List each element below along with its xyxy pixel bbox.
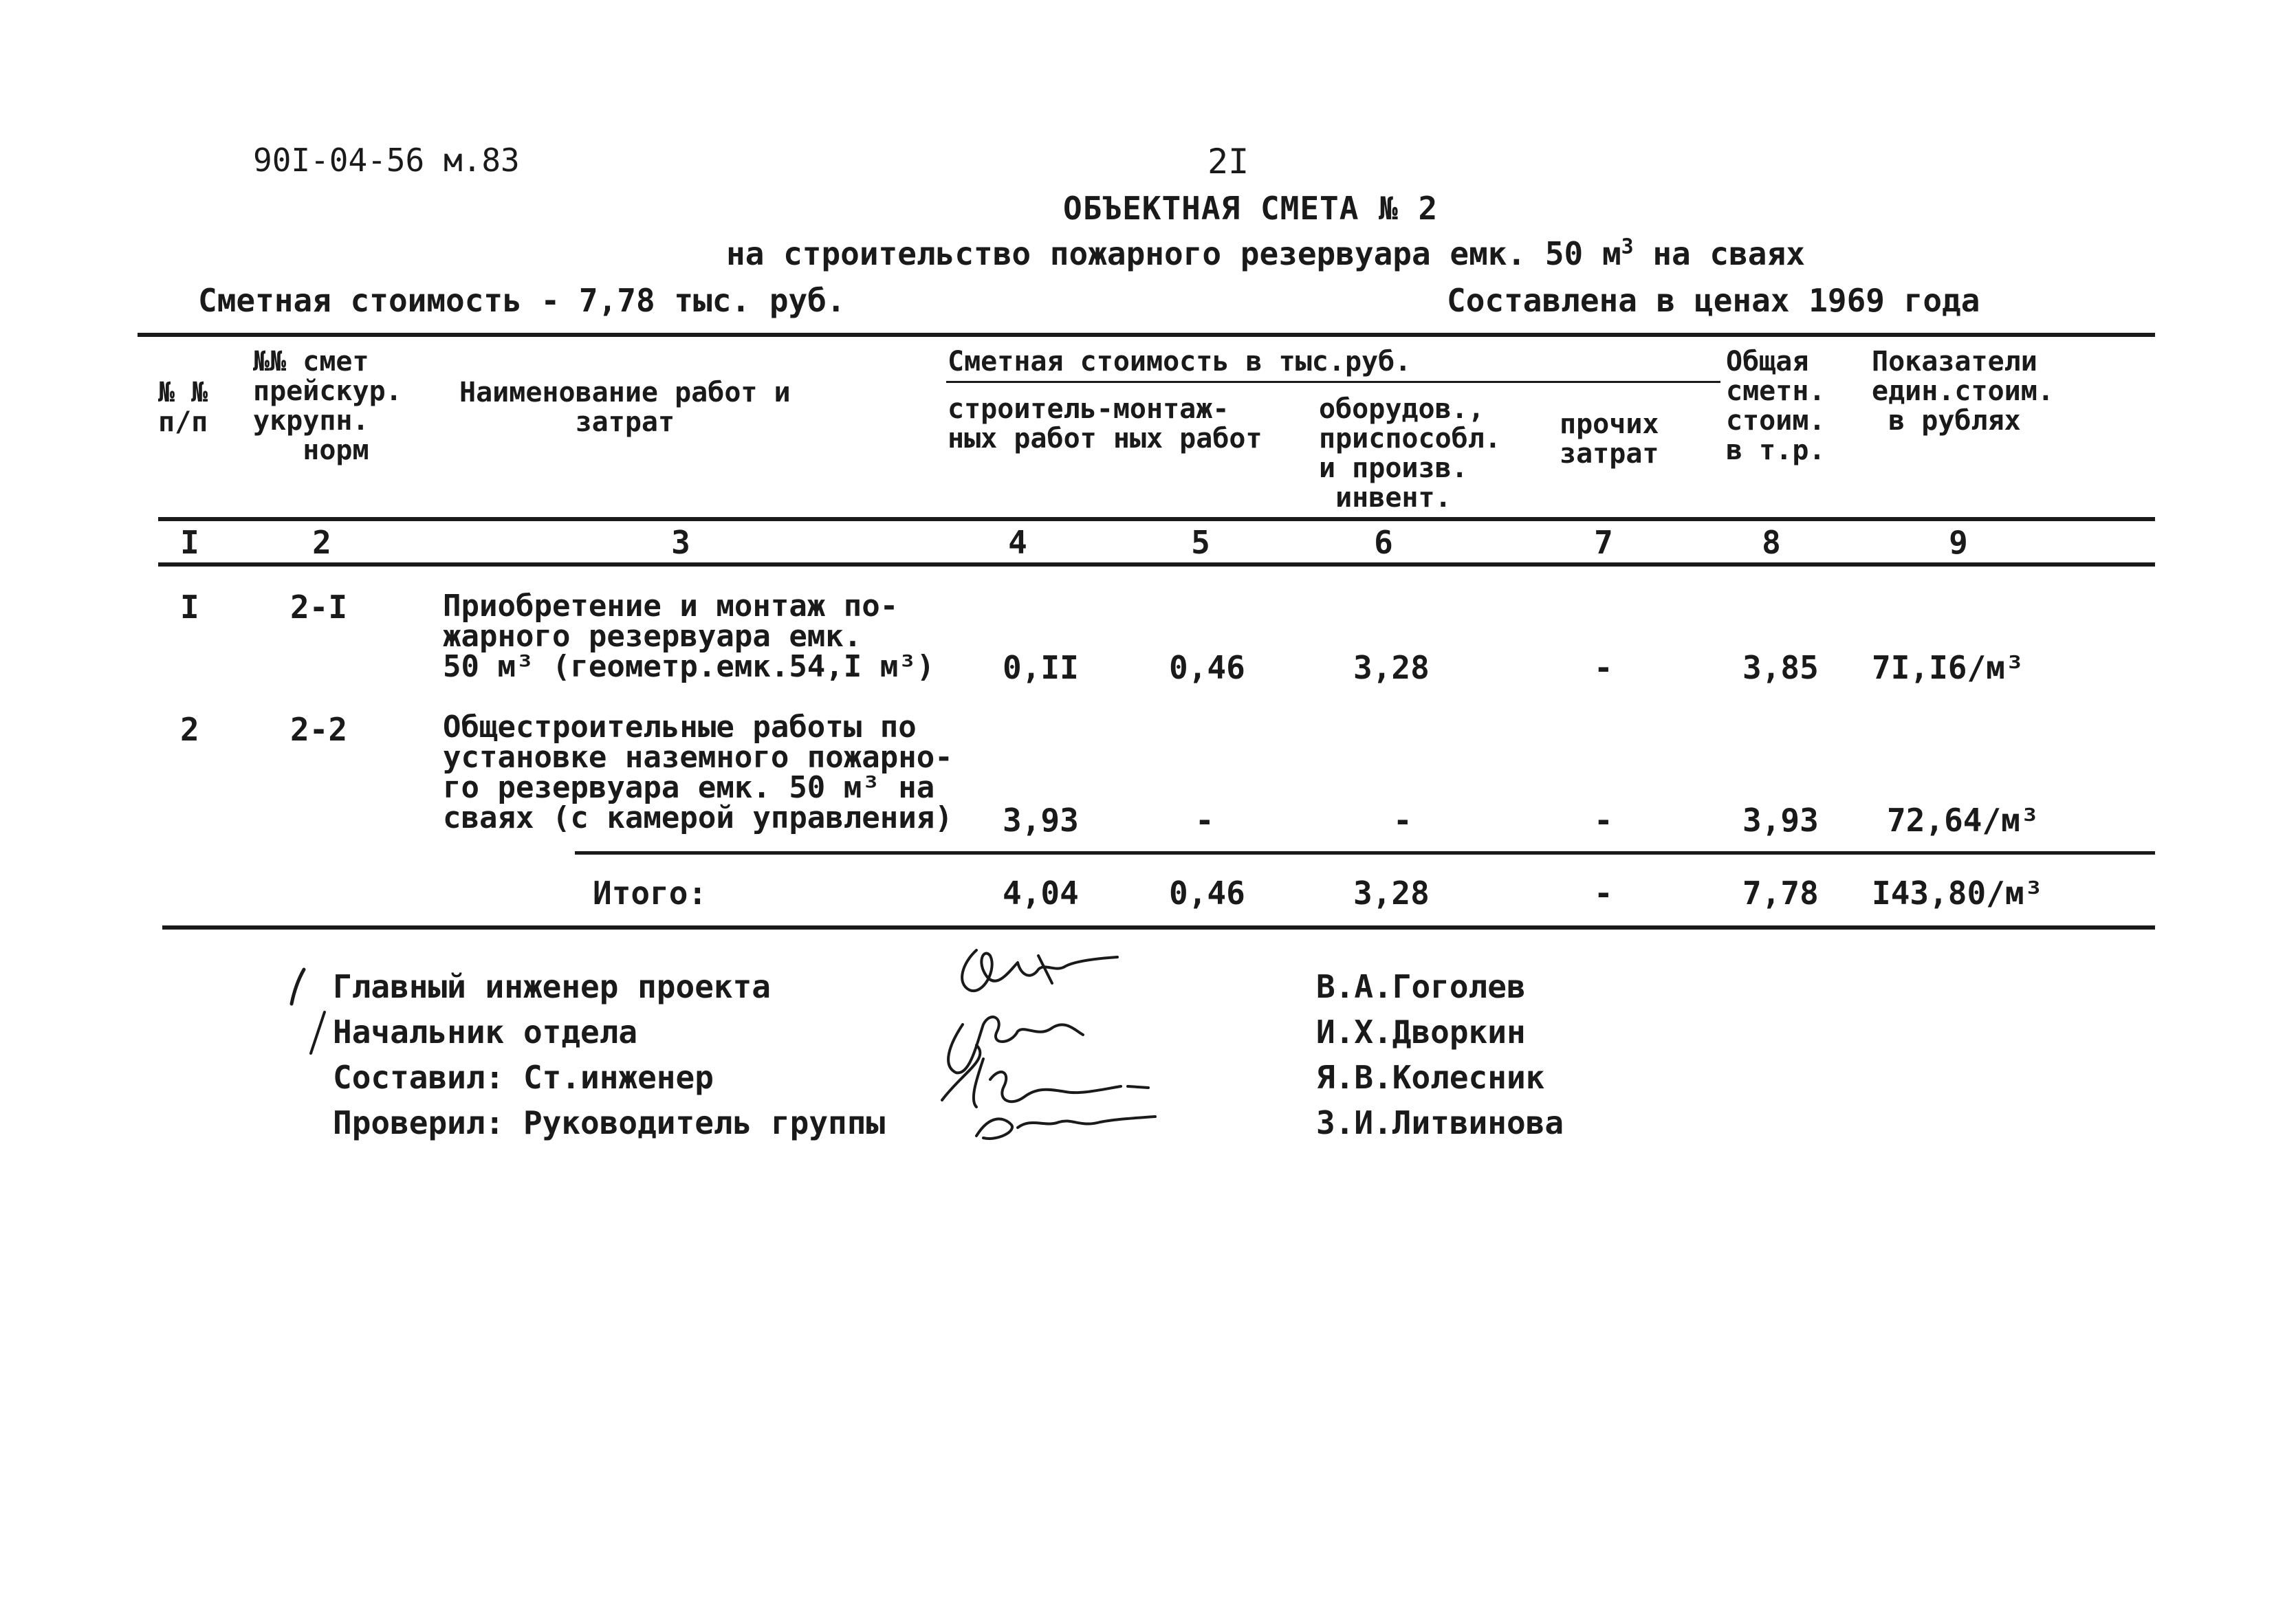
subtitle-text-end: на сваях xyxy=(1633,235,1805,272)
total-construction: 4,04 xyxy=(1003,875,1079,912)
group-header-rule xyxy=(946,381,1720,383)
column-number: 6 xyxy=(1374,524,1393,561)
header-equipment: оборудов., приспособл. и произв. инвент. xyxy=(1319,393,1501,514)
signatory-name: В.А.Гоголев xyxy=(1316,968,1526,1005)
row-1-estimate: 2-I xyxy=(290,589,348,626)
signatory-role: Начальник отдела xyxy=(333,1013,638,1051)
signatory-name: И.Х.Дворкин xyxy=(1316,1013,1526,1051)
signatory-name: Я.В.Колесник xyxy=(1316,1059,1545,1096)
header-construction-installation-post: ных работ ных работ xyxy=(948,423,1262,454)
column-number: 3 xyxy=(671,524,690,561)
column-number: 8 xyxy=(1762,524,1781,561)
row-2-number: 2 xyxy=(180,711,199,748)
header-unit-cost: Показатели един.стоим. в рублях xyxy=(1872,346,2054,437)
document-subtitle xyxy=(726,235,1805,272)
total-label: Итого: xyxy=(593,875,708,912)
header-other-costs: прочих затрат xyxy=(1560,408,1659,470)
total-equipment: 3,28 xyxy=(1353,875,1430,912)
column-number: 4 xyxy=(1008,524,1027,561)
total-unit-cost: I43,80/м³ xyxy=(1872,875,2044,912)
row-2-equipment: - xyxy=(1393,802,1412,839)
total-sum: 7,78 xyxy=(1742,875,1819,912)
estimated-cost: Сметная стоимость - 7,78 тыс. руб. xyxy=(198,282,846,319)
row-1-other: - xyxy=(1594,649,1613,686)
header-bottom-rule xyxy=(158,517,2155,521)
document-title: ОБЪЕКТНАЯ СМЕТА № 2 xyxy=(1063,190,1439,227)
subtitle-text: на строительство пожарного резервуара емк. 50 м xyxy=(726,235,1621,272)
subtitle-superscript: 3 xyxy=(1621,234,1634,259)
column-number: 5 xyxy=(1191,524,1210,561)
column-number: 9 xyxy=(1949,524,1968,561)
row-2-installation: - xyxy=(1195,802,1214,839)
header-construction-installation-pre: строитель-монтаж- xyxy=(948,393,1229,425)
row-1-equipment: 3,28 xyxy=(1353,649,1430,686)
header-cost-group: Сметная стоимость в тыс.руб. xyxy=(948,346,1412,377)
row-2-construction: 3,93 xyxy=(1003,802,1079,839)
column-number: I xyxy=(180,524,199,561)
header-total-cost: Общая сметн. стоим. в т.р. xyxy=(1726,346,1826,466)
row-2-estimate: 2-2 xyxy=(290,711,348,748)
total-installation: 0,46 xyxy=(1169,875,1245,912)
margin-mark xyxy=(303,1009,330,1057)
margin-mark xyxy=(283,967,311,1008)
page-number: 2I xyxy=(1207,142,1249,182)
row-1-description: Приобретение и монтаж по- жарного резервуара емк. 50 м³ (геометр.емк.54,I м³) xyxy=(443,589,935,684)
header-estimate-number: №№ смет прейскур. укрупн. норм xyxy=(253,346,402,466)
row-2-unit-cost: 72,64/м³ xyxy=(1887,802,2040,839)
total-top-rule xyxy=(575,851,2155,855)
total-other: - xyxy=(1594,875,1613,912)
row-2-other: - xyxy=(1594,802,1613,839)
row-2-description: Общестроительные работы по установке наземного пожарно- го резервуара емк. 50 м³ на сваях (с камерой управления) xyxy=(443,710,953,835)
handwritten-signatures-icon xyxy=(935,942,1224,1148)
column-numbers-rule xyxy=(158,562,2155,567)
signatory-role: Составил: Ст.инженер xyxy=(333,1059,714,1096)
signatory-role: Главный инженер проекта xyxy=(333,968,771,1005)
row-2-total: 3,93 xyxy=(1742,802,1819,839)
row-1-number: I xyxy=(180,589,199,626)
row-1-construction: 0,II xyxy=(1003,649,1079,686)
row-1-unit-cost: 7I,I6/м³ xyxy=(1872,649,2024,686)
table-bottom-rule xyxy=(162,925,2155,930)
column-number: 7 xyxy=(1594,524,1613,561)
prices-basis: Составлена в ценах 1969 года xyxy=(1447,282,1980,319)
document-code: 90I-04-56 м.83 xyxy=(253,142,520,179)
header-row-number: № № п/п xyxy=(158,377,208,438)
signatory-role: Проверил: Руководитель группы xyxy=(333,1104,886,1141)
column-number: 2 xyxy=(312,524,331,561)
header-work-name: Наименование работ и затрат xyxy=(459,377,791,438)
signatory-name: З.И.Литвинова xyxy=(1316,1104,1564,1141)
row-1-total: 3,85 xyxy=(1742,649,1819,686)
row-1-installation: 0,46 xyxy=(1169,649,1245,686)
table-top-rule xyxy=(138,333,2155,337)
